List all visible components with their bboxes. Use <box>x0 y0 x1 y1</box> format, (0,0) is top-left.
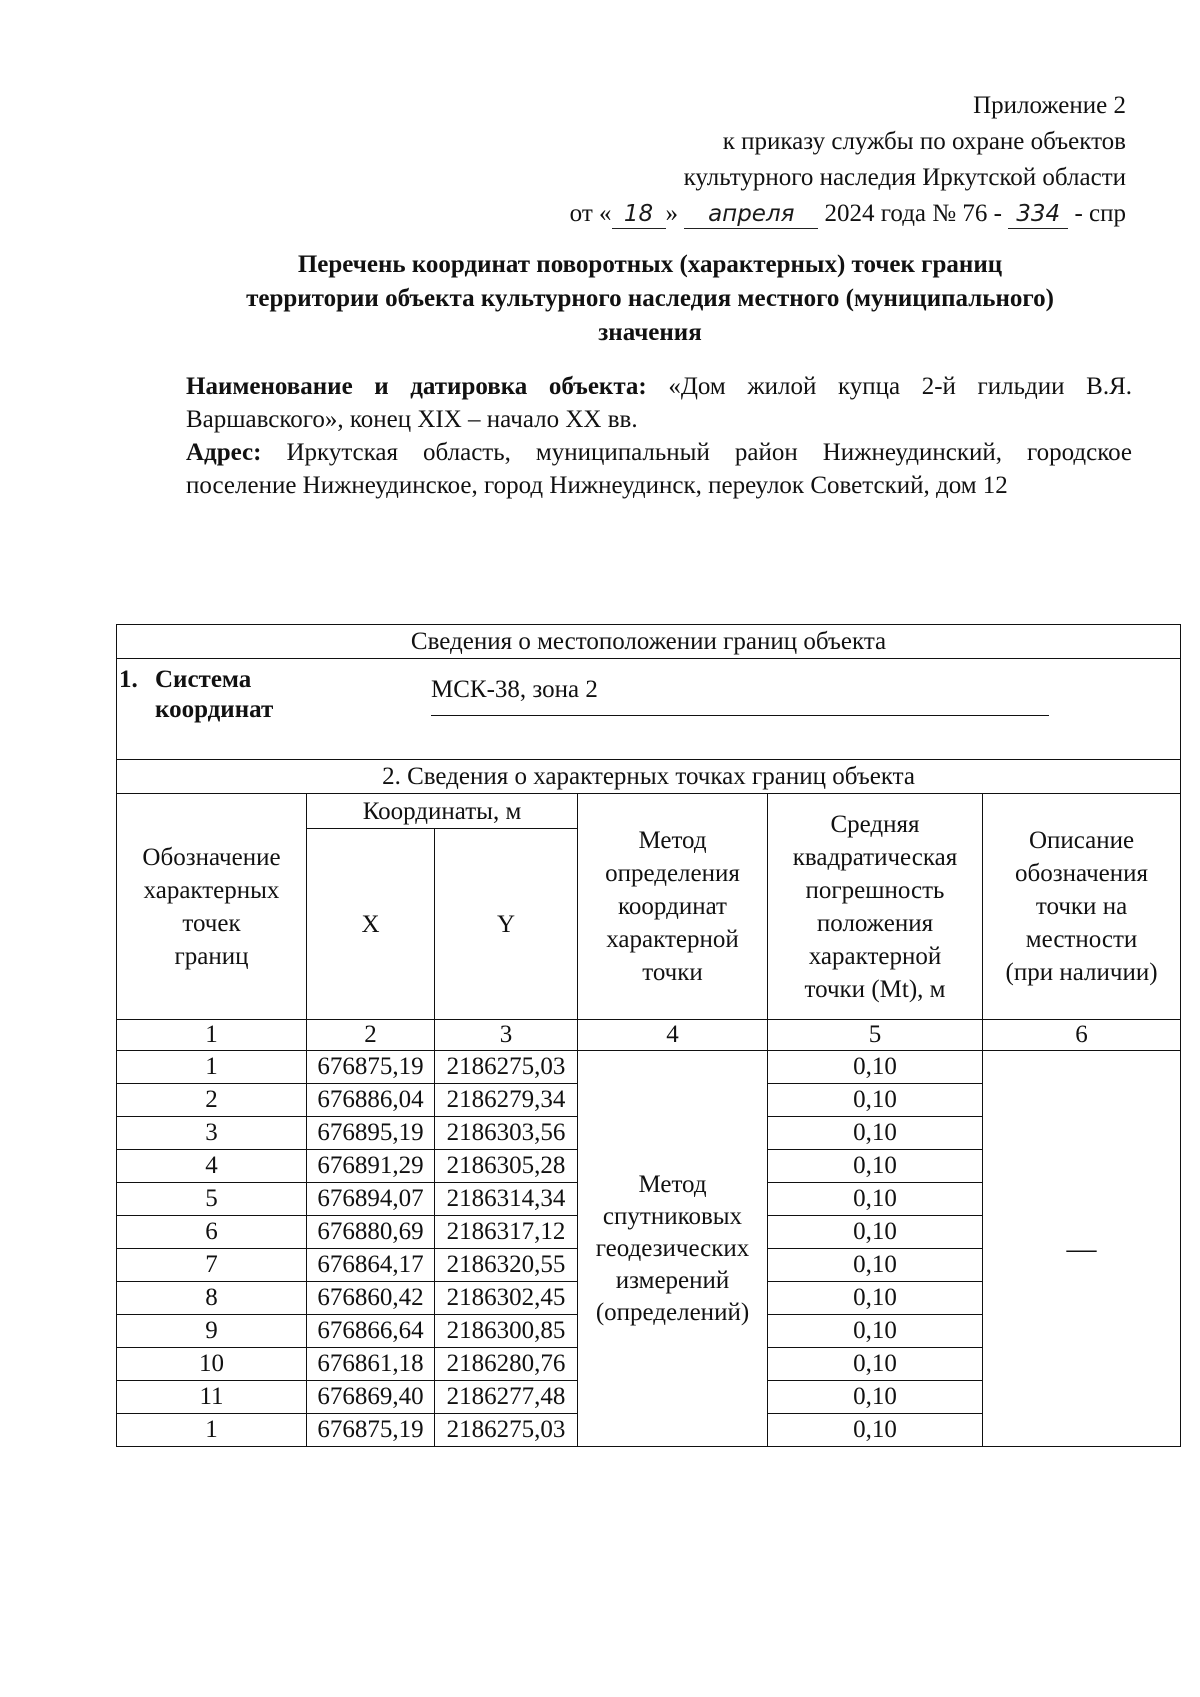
point-x: 676875,19 <box>307 1414 435 1447</box>
object-info <box>186 370 1132 502</box>
header-description-l2: обозначения <box>1015 860 1149 887</box>
point-mt: 0,10 <box>768 1315 983 1348</box>
table-row <box>117 1051 1181 1084</box>
point-y: 2186314,34 <box>435 1183 578 1216</box>
method-value-line: Метод <box>638 1170 707 1198</box>
point-y: 2186277,48 <box>435 1381 578 1414</box>
column-number-6: 6 <box>983 1020 1181 1051</box>
point-mt: 0,10 <box>768 1282 983 1315</box>
object-address-value: Иркутская область, муниципальный район Нижнеудинский, городское поселение Нижнеудинское, город Нижнеудинск, переулок Советский, дом 12 <box>186 439 1132 499</box>
header-x: X <box>307 829 435 1020</box>
point-mt: 0,10 <box>768 1381 983 1414</box>
header-error-l5: характерной <box>808 942 942 970</box>
point-number: 1 <box>117 1051 307 1084</box>
point-y: 2186280,76 <box>435 1348 578 1381</box>
appendix-service-name: культурного наследия Иркутской области <box>683 164 1126 191</box>
point-x: 676886,04 <box>307 1084 435 1117</box>
method-value-line: спутниковых <box>602 1202 743 1230</box>
order-suffix: - спр <box>1074 200 1126 227</box>
point-x: 676880,69 <box>307 1216 435 1249</box>
column-number-4: 4 <box>578 1020 768 1051</box>
coordinate-system-label-1: Система <box>155 666 252 693</box>
appendix-title: Приложение 2 <box>973 92 1126 119</box>
point-y: 2186300,85 <box>435 1315 578 1348</box>
date-year-text: 2024 года № 76 - <box>824 200 1002 227</box>
point-x: 676860,42 <box>307 1282 435 1315</box>
header-error-l4: положения <box>816 909 934 937</box>
header-method-l2: определения <box>605 860 740 887</box>
point-mt: 0,10 <box>768 1084 983 1117</box>
header-description-l5: (при наличии) <box>1005 959 1158 986</box>
header-description-l4: местности <box>1025 926 1138 953</box>
point-y: 2186275,03 <box>435 1414 578 1447</box>
column-number-2: 2 <box>307 1020 435 1051</box>
point-x: 676895,19 <box>307 1117 435 1150</box>
point-number: 2 <box>117 1084 307 1117</box>
coordinate-system-value: МСК-38, зона 2 <box>431 673 1049 716</box>
point-number: 10 <box>117 1348 307 1381</box>
header-coordinates: Координаты, м <box>307 794 578 829</box>
date-quote-close: » <box>665 200 679 227</box>
coordinate-system-cell <box>117 659 1181 760</box>
handwritten-month: апреля <box>684 200 818 229</box>
column-number-1: 1 <box>117 1020 307 1051</box>
point-mt: 0,10 <box>768 1117 983 1150</box>
coordinate-system-label <box>117 665 273 725</box>
point-mt: 0,10 <box>768 1150 983 1183</box>
point-y: 2186305,28 <box>435 1150 578 1183</box>
header-error-l3: погрешность <box>805 876 945 904</box>
point-number: 4 <box>117 1150 307 1183</box>
handwritten-day: 18 <box>612 200 666 229</box>
point-mt: 0,10 <box>768 1414 983 1447</box>
header-method <box>578 794 768 1020</box>
column-number-5: 5 <box>768 1020 983 1051</box>
description-value: — <box>983 1051 1181 1447</box>
appendix-date-line <box>570 196 1126 232</box>
header-error-l2: квадратическая <box>792 843 958 871</box>
header-method-l3: координат <box>618 893 727 920</box>
object-name-value: «Дом жилой купца 2-й гильдии В.Я. Варшавского», конец XIX – начало XX вв. <box>186 373 1132 433</box>
section-title: Сведения о местоположении границ объекта <box>117 625 1181 659</box>
document-title <box>170 248 1130 350</box>
point-x: 676875,19 <box>307 1051 435 1084</box>
header-method-l1: Метод <box>638 827 707 854</box>
point-y: 2186303,56 <box>435 1117 578 1150</box>
header-method-l4: характерной <box>606 926 739 953</box>
header-description-l1: Описание <box>1028 827 1135 854</box>
header-designation-l1: Обозначение <box>142 843 281 871</box>
title-line-2: территории объекта культурного наследия местного (муниципального) <box>246 285 1054 312</box>
handwritten-order-number: 334 <box>1008 200 1068 229</box>
point-y: 2186320,55 <box>435 1249 578 1282</box>
coordinate-system-number: 1. <box>119 666 138 693</box>
appendix-reference <box>570 88 1126 232</box>
header-designation-l4: границ <box>174 942 249 970</box>
point-x: 676894,07 <box>307 1183 435 1216</box>
boundary-points-table <box>116 624 1181 1447</box>
point-y: 2186279,34 <box>435 1084 578 1117</box>
point-number: 6 <box>117 1216 307 1249</box>
date-prefix: от « <box>569 200 612 227</box>
points-section-title: 2. Сведения о характерных точках границ объекта <box>117 760 1181 794</box>
point-y: 2186275,03 <box>435 1051 578 1084</box>
point-number: 8 <box>117 1282 307 1315</box>
point-x: 676861,18 <box>307 1348 435 1381</box>
point-number: 7 <box>117 1249 307 1282</box>
point-number: 3 <box>117 1117 307 1150</box>
header-designation-l3: точек <box>182 909 241 937</box>
point-y: 2186317,12 <box>435 1216 578 1249</box>
title-line-1: Перечень координат поворотных (характерных) точек границ <box>297 251 1003 278</box>
point-x: 676866,64 <box>307 1315 435 1348</box>
object-name-paragraph <box>186 370 1132 436</box>
object-address-label: Адрес: <box>186 439 262 466</box>
header-designation-l2: характерных <box>143 876 280 904</box>
point-x: 676869,40 <box>307 1381 435 1414</box>
point-number: 5 <box>117 1183 307 1216</box>
object-address-paragraph <box>186 436 1132 502</box>
header-y: Y <box>435 829 578 1020</box>
header-description <box>983 794 1181 1020</box>
title-line-3: значения <box>598 319 702 346</box>
method-value-line: (определений) <box>595 1298 750 1326</box>
column-number-3: 3 <box>435 1020 578 1051</box>
appendix-order-ref: к приказу службы по охране объектов <box>722 128 1126 155</box>
point-x: 676891,29 <box>307 1150 435 1183</box>
header-designation <box>117 794 307 1020</box>
point-mt: 0,10 <box>768 1249 983 1282</box>
method-value-line: геодезических <box>595 1234 750 1262</box>
header-method-l5: точки <box>642 959 703 986</box>
point-mt: 0,10 <box>768 1051 983 1084</box>
point-number: 9 <box>117 1315 307 1348</box>
point-mt: 0,10 <box>768 1216 983 1249</box>
header-error <box>768 794 983 1020</box>
point-mt: 0,10 <box>768 1348 983 1381</box>
point-mt: 0,10 <box>768 1183 983 1216</box>
method-value-line: измерений <box>615 1266 730 1294</box>
header-error-l1: Средняя <box>830 810 920 838</box>
point-y: 2186302,45 <box>435 1282 578 1315</box>
coordinate-system-label-2: координат <box>155 696 274 723</box>
header-error-l6: точки (Mt), м <box>804 975 946 1003</box>
point-number: 1 <box>117 1414 307 1447</box>
point-x: 676864,17 <box>307 1249 435 1282</box>
method-value <box>578 1051 768 1447</box>
header-description-l3: точки на <box>1035 893 1128 920</box>
object-name-label: Наименование и датировка объекта: <box>186 373 647 400</box>
point-number: 11 <box>117 1381 307 1414</box>
